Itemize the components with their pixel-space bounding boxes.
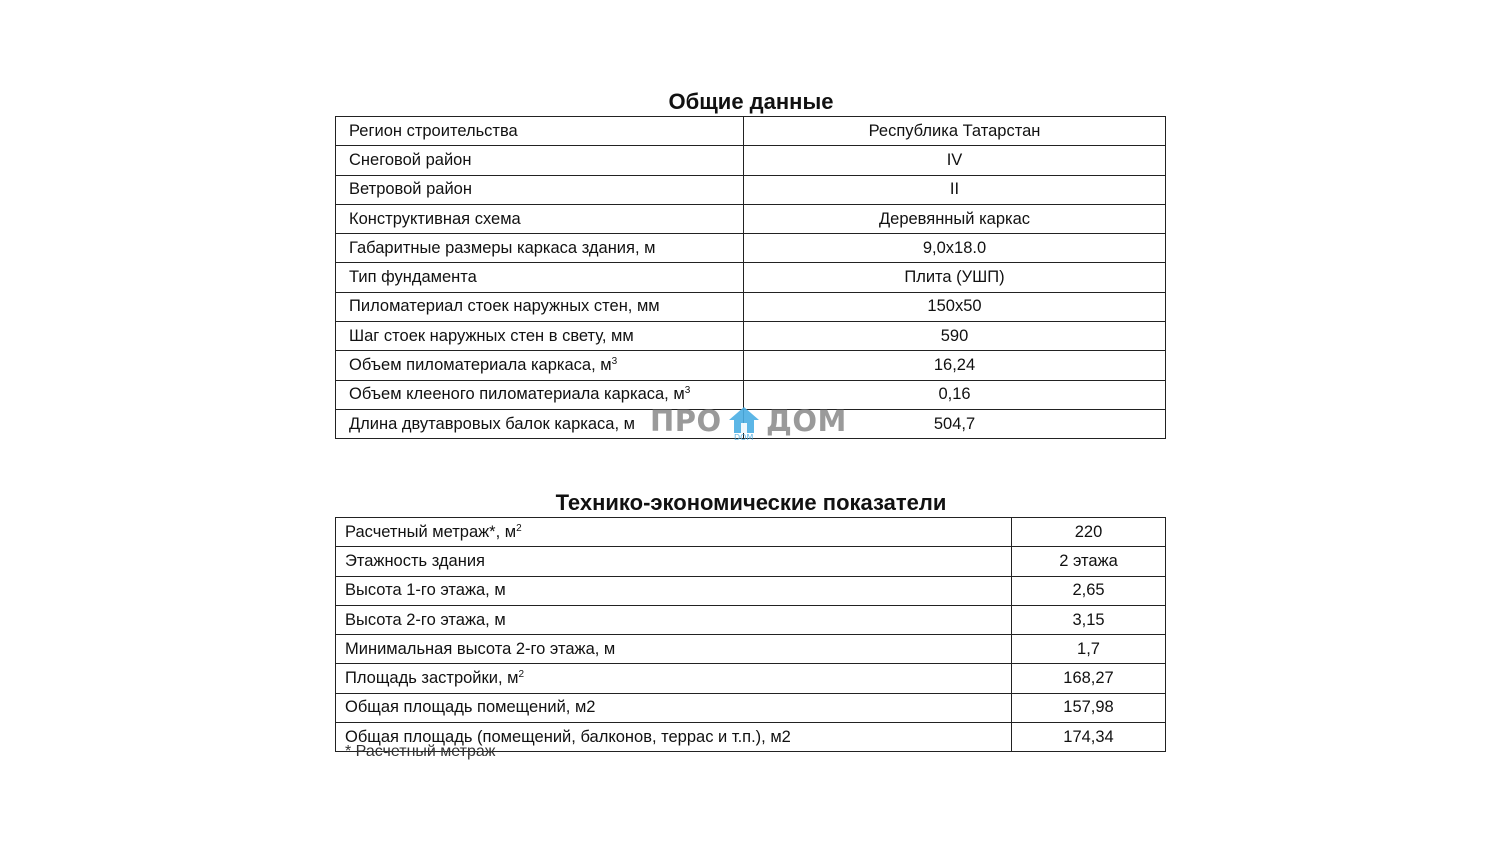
watermark-subtext: DOM [734, 433, 754, 442]
param-label: Общая площадь помещений, м2 [345, 698, 596, 717]
param-cell [336, 351, 744, 380]
param-cell [336, 292, 744, 321]
param-label: Этажность здания [345, 551, 485, 570]
param-cell [336, 605, 1012, 634]
param-label: Высота 2-го этажа, м [345, 610, 506, 629]
param-cell [336, 234, 744, 263]
unit-exponent: 3 [611, 356, 618, 368]
table-row [336, 234, 1166, 263]
unit-exponent: 2 [516, 522, 522, 534]
param-label: Габаритные размеры каркаса здания, м [349, 238, 656, 257]
param-label: Конструктивная схема [349, 209, 521, 228]
watermark-right-text: ДОМ [766, 404, 847, 438]
value-cell: II [744, 175, 1166, 204]
param-cell [336, 547, 1012, 576]
value-cell: 220 [1012, 518, 1166, 547]
param-label: Общая площадь (помещений, балконов, террас и т.п.), м2 [345, 727, 791, 746]
value-cell: 168,27 [1012, 664, 1166, 693]
param-label: Пиломатериал стоек наружных стен, мм [349, 297, 660, 316]
table-row [336, 576, 1166, 605]
param-label: Шаг стоек наружных стен в свету, мм [349, 326, 634, 345]
table-row [336, 693, 1166, 722]
param-cell [336, 380, 744, 409]
param-cell [336, 175, 744, 204]
table-row [336, 263, 1166, 292]
table-row [336, 664, 1166, 693]
table-row [336, 518, 1166, 547]
value-cell: 2 этажа [1012, 547, 1166, 576]
param-cell [336, 322, 744, 351]
param-label: Объем клееного пиломатериала каркаса, м [349, 385, 685, 404]
value-cell: 0,16 [744, 380, 1166, 409]
param-label: Площадь застройки, м [345, 669, 519, 688]
table-row [336, 635, 1166, 664]
value-cell: 590 [744, 322, 1166, 351]
value-cell: Республика Татарстан [744, 117, 1166, 146]
table-row [336, 547, 1166, 576]
value-cell: 504,7 [744, 409, 1166, 438]
param-label: Высота 1-го этажа, м [345, 581, 506, 600]
value-cell: 157,98 [1012, 693, 1166, 722]
value-cell: 150x50 [744, 292, 1166, 321]
table-row [336, 292, 1166, 321]
table-row [336, 146, 1166, 175]
value-cell: Деревянный каркас [744, 204, 1166, 233]
unit-exponent: 3 [684, 385, 691, 397]
unit-exponent: 2 [518, 669, 525, 681]
technical-indicators-table [335, 517, 1166, 752]
value-cell: Плита (УШП) [744, 263, 1166, 292]
param-cell [336, 204, 744, 233]
table-row [336, 380, 1166, 409]
technical-indicators-title: Технико-экономические показатели [555, 490, 947, 515]
table-row [336, 322, 1166, 351]
value-cell: 174,34 [1012, 723, 1166, 752]
table-row [336, 409, 1166, 438]
value-cell: 16,24 [744, 351, 1166, 380]
param-cell [336, 409, 744, 438]
param-label: Длина двутавровых балок каркаса, м [349, 414, 635, 433]
general-data-table [335, 116, 1166, 439]
param-cell [336, 263, 744, 292]
footnote-cut-off: * Расчетный метраж [345, 743, 496, 760]
param-label: Тип фундамента [349, 268, 477, 287]
table-row [336, 605, 1166, 634]
value-cell: 2,65 [1012, 576, 1166, 605]
param-label: Объем пиломатериала каркаса, м [349, 356, 612, 375]
table-row [336, 175, 1166, 204]
param-cell [336, 635, 1012, 664]
general-data-title: Общие данные [668, 89, 834, 114]
param-cell [336, 117, 744, 146]
param-cell [336, 146, 744, 175]
value-cell: 9,0x18.0 [744, 234, 1166, 263]
param-label: Минимальная высота 2-го этажа, м [345, 639, 616, 658]
param-cell [336, 518, 1012, 547]
table-row [336, 117, 1166, 146]
param-label: Ветровой район [349, 180, 472, 199]
value-cell: 3,15 [1012, 605, 1166, 634]
watermark-left-text: ПРО [650, 404, 722, 438]
param-cell [336, 664, 1012, 693]
param-label: Снеговой район [349, 150, 472, 169]
param-label: Расчетный метраж*, м [345, 522, 517, 541]
table-row [336, 351, 1166, 380]
value-cell: IV [744, 146, 1166, 175]
value-cell: 1,7 [1012, 635, 1166, 664]
param-cell [336, 576, 1012, 605]
param-label: Регион строительства [349, 121, 518, 140]
param-cell [336, 693, 1012, 722]
table-row [336, 204, 1166, 233]
